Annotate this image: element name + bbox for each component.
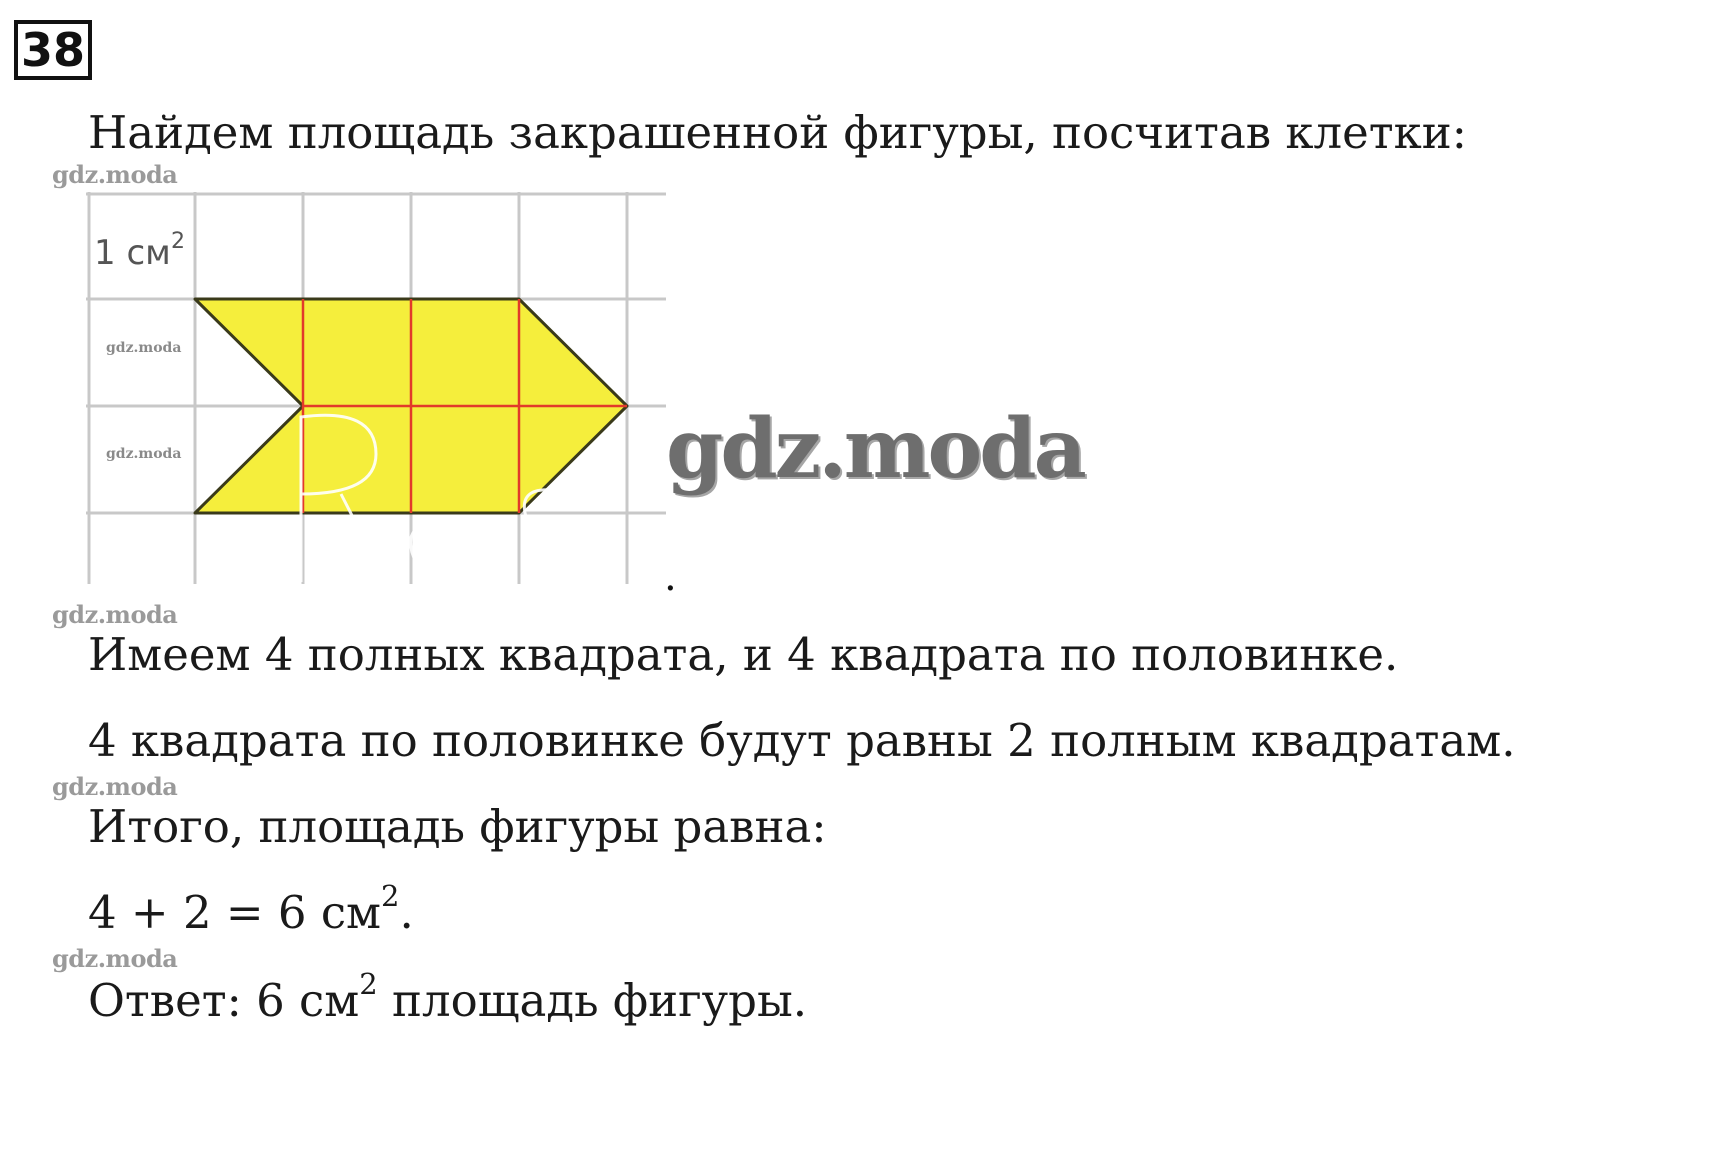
period-mark: . xyxy=(664,554,677,600)
watermark: gdz.moda xyxy=(52,944,178,973)
task-number: 38 xyxy=(14,20,92,80)
watermark: gdz.moda xyxy=(52,772,178,801)
watermark: gdz.moda xyxy=(52,600,178,629)
unit-label: 1 см xyxy=(94,233,171,273)
grid-figure-svg xyxy=(86,192,666,584)
grid-figure xyxy=(86,192,666,588)
answer xyxy=(88,967,808,1027)
equation xyxy=(88,879,414,939)
answer-end: площадь фигуры. xyxy=(377,974,808,1027)
line-full-squares: Имеем 4 полных квадрата, и 4 квадрата по половинке. xyxy=(88,628,1399,681)
answer-sup: 2 xyxy=(359,967,378,1001)
equation-text: 4 + 2 = 6 см xyxy=(88,886,382,939)
unit-label-sup: 2 xyxy=(171,229,185,254)
line-half-squares: 4 квадрата по половинке будут равны 2 полным квадратам. xyxy=(88,714,1516,767)
watermark-large: gdz.moda xyxy=(666,401,1084,497)
watermark-inner: gdz.moda xyxy=(106,340,182,356)
watermark: gdz.moda xyxy=(52,160,178,189)
line-total: Итого, площадь фигуры равна: xyxy=(88,800,827,853)
watermark-inner: gdz.moda xyxy=(106,446,182,462)
answer-text: Ответ: 6 см xyxy=(88,974,360,1027)
equation-sup: 2 xyxy=(381,879,400,913)
equation-end: . xyxy=(399,886,414,939)
intro-text: Найдем площадь закрашенной фигуры, посчитав клетки: xyxy=(88,106,1467,159)
